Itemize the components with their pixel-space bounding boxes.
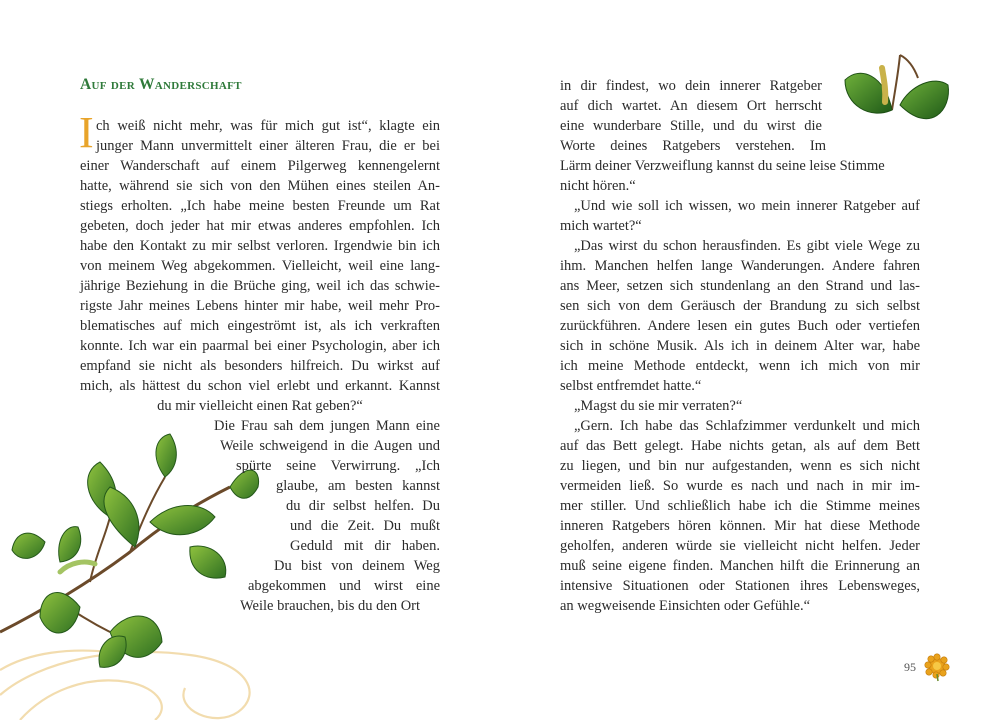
text-line: auf dich wartet. An diesem Ort herrscht [560,98,822,114]
text-line: geholfen, anderen würde sie vielleicht nicht helfen. Jeder [560,538,920,554]
text-line: hatte, während sie sich von den Mühen eines steilen An- [80,178,440,194]
text-line: ihm. Manchen helfen lange Wanderungen. Andere fahren [560,258,920,274]
text-line: junger Mann unvermittelt einer älteren Frau, die er bei [96,138,440,154]
text-line: „Magst du sie mir verraten?“ [574,398,743,414]
text-line: Die Frau sah dem jungen Mann eine [214,418,440,434]
text-line: ans Meer, setzen sich stundenlang an den Strand und las- [560,278,920,294]
text-line: Du bist von deinem Weg [274,558,440,574]
text-line: du mir vielleicht einen Rat geben?“ [157,398,363,414]
text-line: an wegweisende Einsichten oder Gefühle.“ [560,598,811,614]
text-line: „Das wirst du schon herausfinden. Es gibt viele Wege zu [574,238,920,254]
birch-branch-illustration [0,432,260,672]
text-line: inneren Ratgebers hören können. Mir hat diese Methode [560,518,920,534]
text-line: auf das Bett gelegt. Habe nichts getan, als auf dem Bett [560,438,920,454]
text-line: eine wunderbare Stille, und du wirst die [560,118,822,134]
text-line: Worte deines Ratgebers verstehen. Im [560,138,826,154]
text-line: empfand sie nicht als besonders hilfreich. Du wirkst auf [80,358,440,374]
text-line: Geduld mit dir haben. [290,538,440,554]
text-line: vermeiden ließ. So wurde es nach und nach in mir im- [560,478,920,494]
text-line: in dir findest, wo dein innerer Ratgeber [560,78,822,94]
dandelion-flower-icon [922,652,952,682]
text-line: selbst entfremdet hatte.“ [560,378,702,394]
text-line: und die Zeit. Du mußt [290,518,440,534]
text-line: spürte seine Verwirrung. „Ich [236,458,440,474]
text-line: mich, als hättest du schon viel erlebt und erkannt. Kannst [80,378,440,394]
text-line: muß seine eigene finden. Manchen hilft die Erinnerung an [560,558,920,574]
text-line: zu liegen, und bin nur aufgestanden, wenn es sich nicht [560,458,920,474]
text-line: einer Wanderschaft auf einem Pilgerweg kennengelernt [80,158,440,174]
text-line: Weile brauchen, bis du den Ort [240,598,421,614]
text-line: Weile schweigend in die Augen und [220,438,440,454]
birch-leaf-cluster-illustration [840,50,955,150]
text-line: jährige Beziehung in die Brüche ging, weil ich das schwie- [80,278,440,294]
text-line: „Und wie soll ich wissen, wo mein innerer Ratgeber auf [574,198,920,214]
right-page [500,0,1000,720]
text-line: konnte. Ich war ein paarmal bei einer Psychologin, aber ich [80,338,440,354]
drop-cap: I [79,108,94,157]
page-number: 95 [904,660,916,674]
text-line: habe den Kontakt zu mir selbst verloren. Irgendwie bin ich [80,238,440,254]
text-line: rigste Jahr meines Lebens hinter mir habe, weil mehr Pro- [80,298,440,314]
section-heading: Auf der Wanderschaft [80,76,242,93]
text-line: mer stiller. Und schließlich habe ich die Stimme meines [560,498,920,514]
text-line: von meinem Weg abgekommen. Vielleicht, weil eine lang- [80,258,440,274]
text-line: ich meine Methode entdeckt, wenn ich mich von mir [560,358,920,374]
text-line: sen sich von dem Geräusch der Brandung zu sich selbst [560,298,920,314]
text-line: stiegs erholten. „Ich habe meine besten Freunde um Rat [80,198,440,214]
text-line: intensive Situationen oder Stationen ihres Lebensweges, [560,578,920,594]
text-line: sich in schöne Musik. Als ich in deinem Alter war, habe [560,338,920,354]
text-line: Lärm deiner Verzweiflung kannst du seine leise Stimme [560,158,885,174]
text-line: zurückführen. Andere lesen ein gutes Buch oder vertiefen [560,318,920,334]
text-line: glaube, am besten kannst [276,478,440,494]
text-line: gebeten, doch jeder hat mir etwas anderes empfohlen. Ich [80,218,440,234]
text-line: nicht hören.“ [560,178,636,194]
text-line: „Gern. Ich habe das Schlafzimmer verdunkelt und mich [574,418,920,434]
text-line: blematisches auf mich eingeströmt ist, als ich verkraften [80,318,440,334]
text-line: ch weiß nicht mehr, was für mich gut ist“, klagte ein [96,118,440,134]
text-line: du dir selbst helfen. Du [286,498,440,514]
text-line: abgekommen und wirst eine [248,578,440,594]
text-line: mich wartet?“ [560,218,642,234]
